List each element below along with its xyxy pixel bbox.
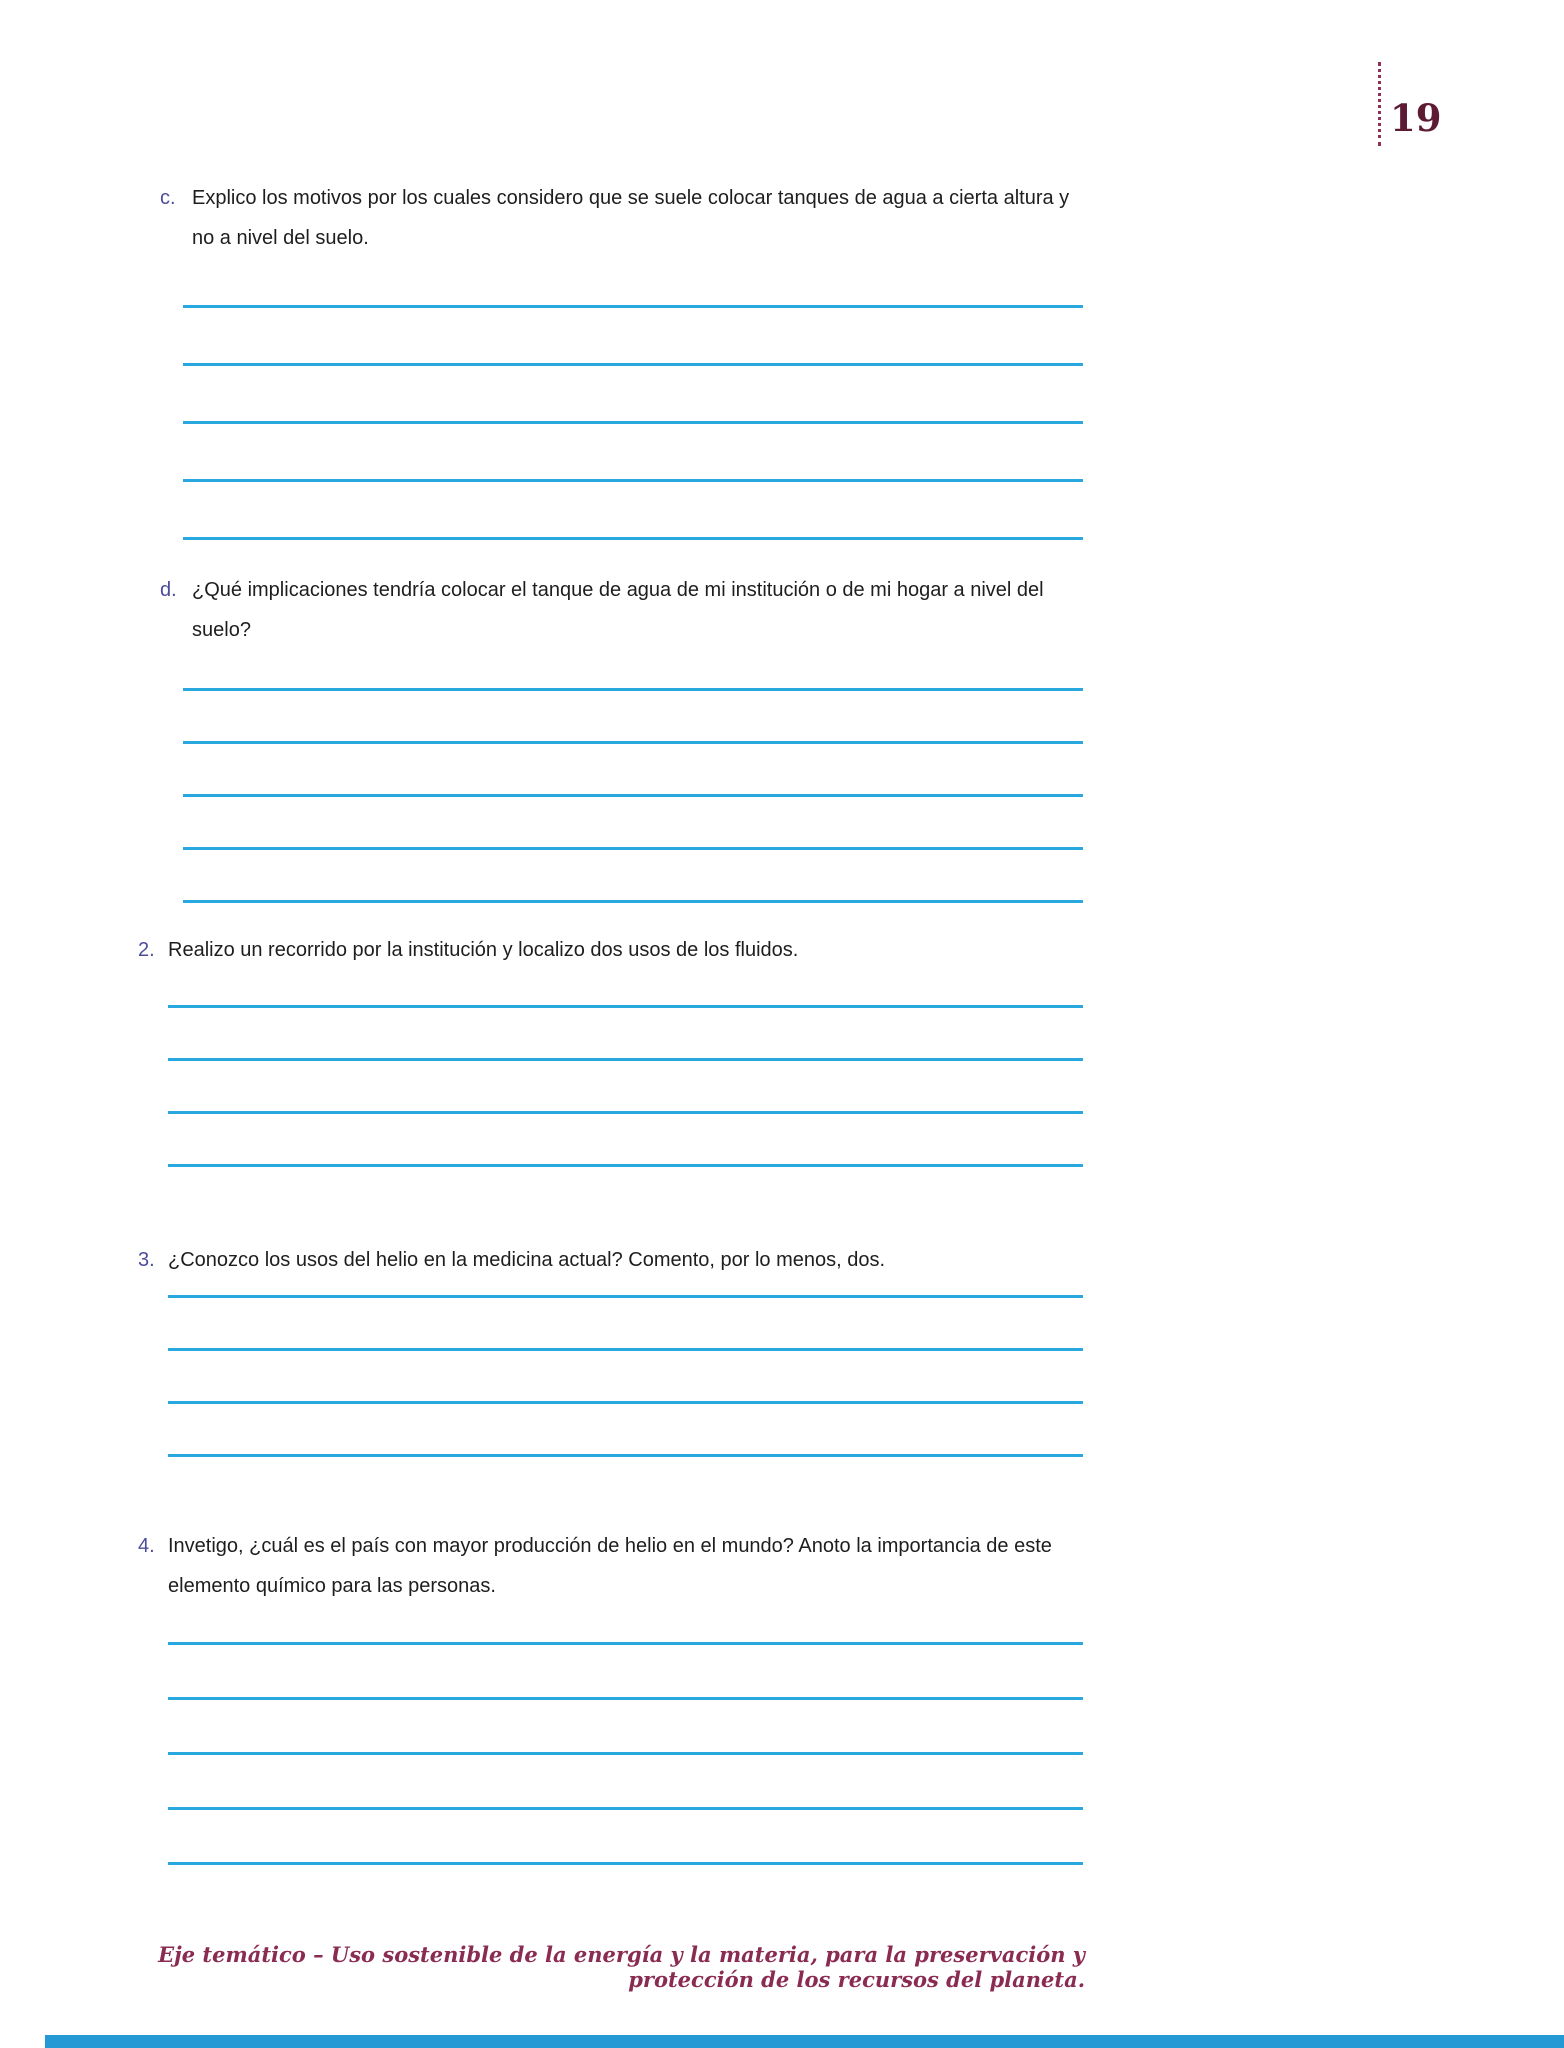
dotted-rule <box>1378 62 1381 146</box>
question-4-text: Invetigo, ¿cuál es el país con mayor producción de helio en el mundo? Anoto la importancia de este elemento químico para las personas. <box>168 1535 1052 1597</box>
answer-line <box>168 1862 1083 1917</box>
answer-line <box>183 305 1083 363</box>
question-c-label: c. <box>160 187 176 209</box>
answer-line <box>168 1058 1083 1111</box>
answer-line <box>168 1348 1083 1401</box>
question-3-label: 3. <box>138 1249 155 1271</box>
question-3 <box>138 1240 1088 1280</box>
answer-line <box>168 1164 1083 1217</box>
answer-lines-3 <box>168 1295 1083 1507</box>
answer-line <box>168 1005 1083 1058</box>
question-2-text: Realizo un recorrido por la institución y localizo dos usos de los fluidos. <box>168 939 799 961</box>
bottom-accent-bar <box>45 2035 1564 2048</box>
question-c-text: Explico los motivos por los cuales considero que se suele colocar tanques de agua a cierta altura y no a nivel del suelo. <box>192 187 1070 249</box>
page-number-block <box>1378 60 1458 150</box>
footer-theme-text: Eje temático – Uso sostenible de la energía y la materia, para la preservación y protección de los recursos del planeta. <box>158 1942 1085 1992</box>
answer-line <box>168 1807 1083 1862</box>
answer-line <box>168 1401 1083 1454</box>
question-d <box>160 570 1100 650</box>
question-3-text: ¿Conozco los usos del helio en la medicina actual? Comento, por lo menos, dos. <box>168 1249 886 1271</box>
answer-line <box>183 847 1083 900</box>
answer-lines-4 <box>168 1642 1083 1917</box>
answer-line <box>183 794 1083 847</box>
question-d-label: d. <box>160 579 177 601</box>
question-2 <box>138 930 1088 970</box>
answer-lines-c <box>183 305 1083 595</box>
question-4-label: 4. <box>138 1535 155 1557</box>
answer-line <box>168 1111 1083 1164</box>
question-4 <box>138 1526 1098 1606</box>
answer-line <box>183 479 1083 537</box>
answer-line <box>168 1752 1083 1807</box>
answer-line <box>183 688 1083 741</box>
answer-line <box>168 1295 1083 1348</box>
page-number: 19 <box>1390 96 1442 140</box>
answer-lines-d <box>183 688 1083 953</box>
answer-line <box>183 421 1083 479</box>
answer-line <box>183 363 1083 421</box>
answer-line <box>168 1454 1083 1507</box>
answer-line <box>183 741 1083 794</box>
answer-line <box>168 1697 1083 1752</box>
answer-line <box>168 1642 1083 1697</box>
answer-lines-2 <box>168 1005 1083 1217</box>
question-d-text: ¿Qué implicaciones tendría colocar el tanque de agua de mi institución o de mi hogar a nivel del suelo? <box>192 579 1044 641</box>
question-2-label: 2. <box>138 939 155 961</box>
question-c <box>160 178 1090 258</box>
